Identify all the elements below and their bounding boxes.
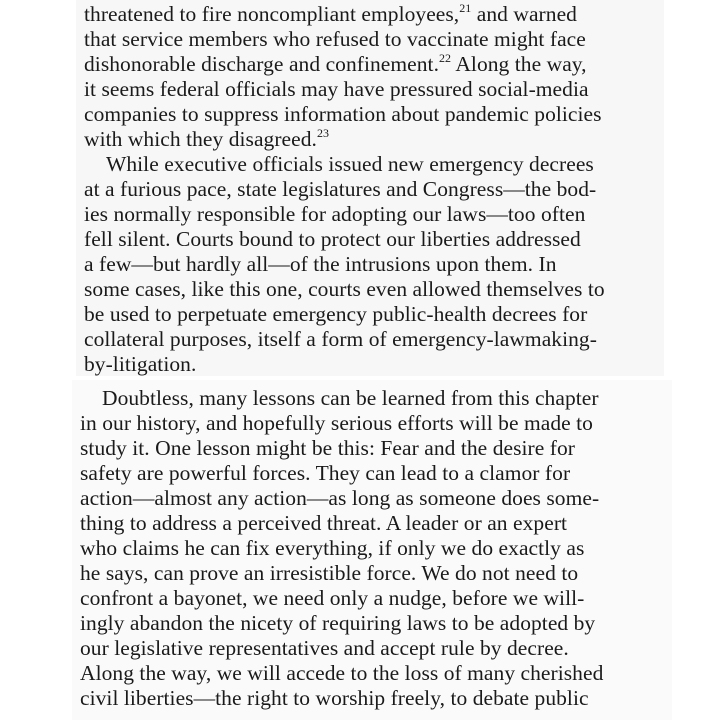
text-line: with which they disagreed.$^{23}$ — [84, 126, 330, 151]
text-line: dishonorable discharge and confinement.$^{22}$ Along the way, — [84, 51, 587, 76]
text-line: ies normally responsible for adopting our laws—too often — [84, 202, 586, 226]
text-line: a few—but hardly all—of the intrusions upon them. In — [84, 252, 557, 276]
text-line: that service members who refused to vaccinate might face — [84, 27, 586, 51]
text-line: confront a bayonet, we need only a nudge, before we will- — [80, 586, 585, 610]
text-line: action—almost any action—as long as someone does some- — [80, 486, 600, 510]
text-line: at a furious pace, state legislatures and Congress—the bod- — [84, 177, 597, 201]
text-line: our legislative representatives and accept rule by decree. — [80, 636, 569, 660]
text-line: threatened to fire noncompliant employees,$^{21}$ and warned — [84, 1, 577, 26]
footnote-ref[interactable]: 22 — [439, 51, 452, 65]
text-line: collateral purposes, itself a form of emergency-lawmaking- — [84, 327, 597, 351]
paragraph-start-line: While executive officials issued new emergency decrees — [106, 152, 594, 176]
text-line: who claims he can fix everything, if only we do exactly as — [80, 536, 585, 560]
text-line: in our history, and hopefully serious efforts will be made to — [80, 411, 593, 435]
text-line: by-litigation. — [84, 352, 197, 376]
text-line: companies to suppress information about pandemic policies — [84, 102, 602, 126]
text-line: fell silent. Courts bound to protect our liberties addressed — [84, 227, 581, 251]
paragraph-start-line: Doubtless, many lessons can be learned from this chapter — [102, 386, 599, 410]
text-line: Along the way, we will accede to the loss of many cherished — [80, 661, 604, 685]
text-line: it seems federal officials may have pressured social-media — [84, 77, 589, 101]
text-line: ingly abandon the nicety of requiring laws to be adopted by — [80, 611, 596, 635]
text-line: study it. One lesson might be this: Fear and the desire for — [80, 436, 575, 460]
text-line: some cases, like this one, courts even allowed themselves to — [84, 277, 605, 301]
text-line: civil liberties—the right to worship freely, to debate public — [80, 686, 589, 710]
text-line: he says, can prove an irresistible force. We do not need to — [80, 561, 579, 585]
footnote-ref[interactable]: 21 — [459, 1, 472, 15]
text-line: be used to perpetuate emergency public-health decrees for — [84, 302, 588, 326]
text-line: safety are powerful forces. They can lead to a clamor for — [80, 461, 571, 485]
text-line: thing to address a perceived threat. A leader or an expert — [80, 511, 568, 535]
footnote-ref[interactable]: 23 — [316, 126, 330, 140]
